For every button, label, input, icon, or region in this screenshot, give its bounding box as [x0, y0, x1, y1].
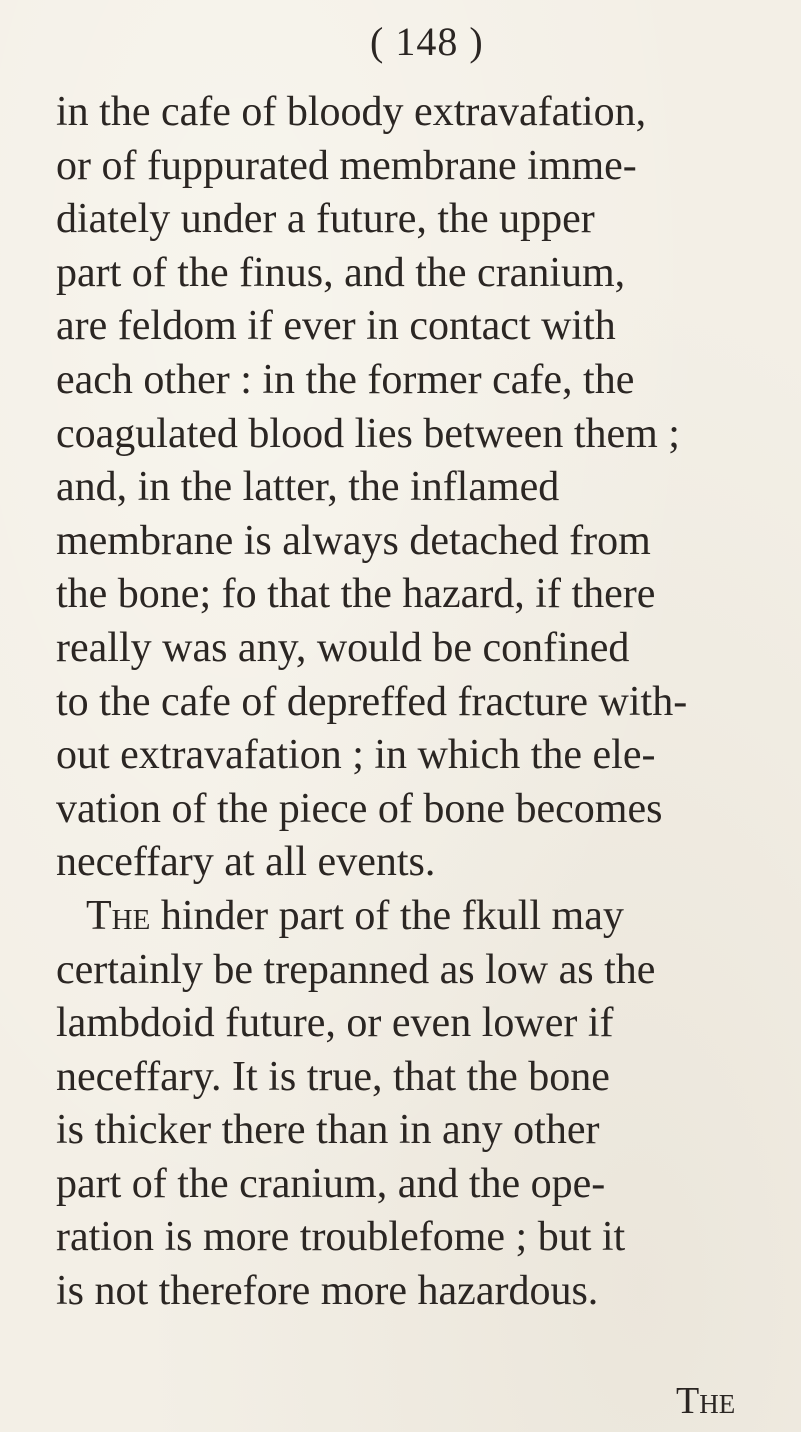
- text-line: diately under a future, the upper: [56, 196, 595, 243]
- page-number: ( 148 ): [370, 19, 484, 64]
- text-line: part of the cranium, and the ope-: [56, 1160, 606, 1207]
- text-line: coagulated blood lies between them ;: [56, 410, 680, 457]
- body-text: [56, 86, 796, 1319]
- text-line: lambdoid future, or even lower if: [56, 1000, 614, 1047]
- paragraph-opening-word: The: [86, 892, 151, 939]
- paragraph-opening-rest: hinder part of the fkull may: [150, 892, 624, 939]
- text-line: certainly be trepanned as low as the: [56, 946, 656, 993]
- text-line: or of fuppurated membrane imme-: [56, 142, 637, 189]
- text-line: really was any, would be confined: [56, 624, 630, 671]
- text-line: the bone; fo that the hazard, if there: [56, 571, 656, 618]
- text-line: ration is more troublefome ; but it: [56, 1214, 626, 1261]
- paragraph-opening-line: [56, 890, 796, 944]
- text-line: neceffary. It is true, that the bone: [56, 1053, 610, 1100]
- text-line: part of the finus, and the cranium,: [56, 249, 626, 296]
- text-line: is not therefore more hazardous.: [56, 1268, 599, 1315]
- text-line: are feldom if ever in contact with: [56, 303, 616, 350]
- text-line: is thicker there than in any other: [56, 1107, 600, 1154]
- text-line: in the cafe of bloody extravafation,: [56, 89, 647, 135]
- text-line: vation of the piece of bone becomes: [56, 785, 663, 832]
- catchword: The: [676, 1380, 736, 1422]
- text-line: neceffary at all events.: [56, 839, 436, 886]
- text-line: to the cafe of depreffed fracture with-: [56, 678, 688, 725]
- text-line: membrane is always detached from: [56, 517, 651, 564]
- text-line: out extravafation ; in which the ele-: [56, 732, 656, 779]
- text-line: and, in the latter, the inflamed: [56, 464, 560, 511]
- text-line: each other : in the former cafe, the: [56, 356, 635, 403]
